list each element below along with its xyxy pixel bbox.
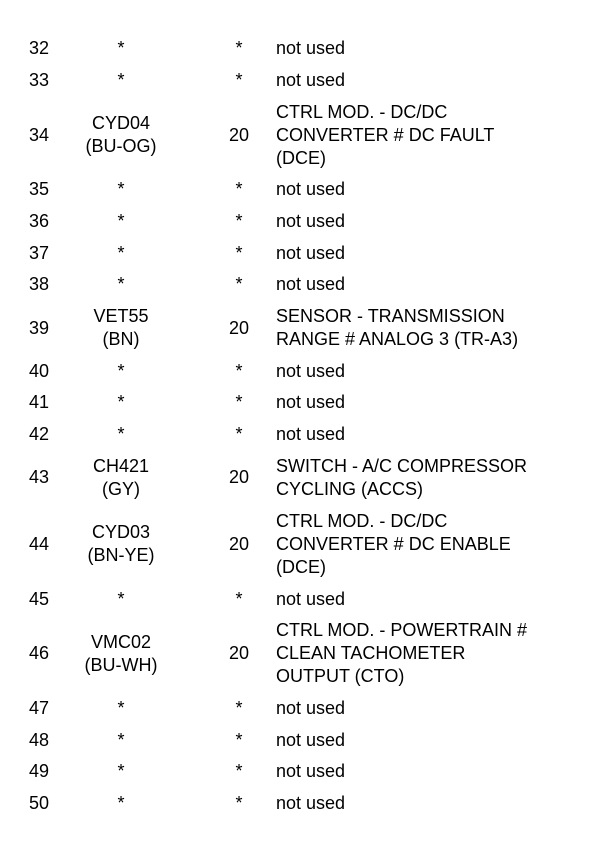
table-row [0,693,608,725]
pin-number: 49 [28,761,50,782]
wire-gauge: 20 [228,533,250,554]
pin-function-line: not used [276,729,346,750]
wire-gauge: * [235,211,243,232]
pin-number: 48 [28,729,50,750]
wire-gauge: * [235,242,243,263]
pin-number: 46 [28,643,50,664]
pin-number: 33 [28,69,50,90]
wire-circuit [78,37,164,60]
wire-circuit-line: * [117,360,125,381]
pin-number: 36 [28,211,50,232]
wire-gauge: 20 [228,643,250,664]
wire-gauge: * [235,761,243,782]
table-row [0,206,608,238]
pin-function-line: SWITCH - A/C COMPRESSOR [276,455,528,476]
wire-gauge: * [235,69,243,90]
pin-function-line: not used [276,211,346,232]
table-row [0,96,608,174]
pin-function-line: CONVERTER # DC FAULT [276,124,495,145]
pin-function-line: not used [276,698,346,719]
table-row [0,237,608,269]
pin-function-line: CONVERTER # DC ENABLE [276,533,511,554]
wire-circuit [78,242,164,265]
pin-function-line: not used [276,360,346,381]
pin-number: 45 [28,588,50,609]
wire-circuit [78,588,164,611]
wire-circuit-line: VET55 [93,306,149,327]
pin-number: 42 [28,424,50,445]
pin-function-line: not used [276,242,346,263]
wire-gauge: 20 [228,124,250,145]
wire-gauge: * [235,392,243,413]
pin-function-line: (DCE) [276,556,326,577]
wire-gauge: * [235,588,243,609]
wire-circuit [78,178,164,201]
table-row [0,583,608,615]
pin-function-line: not used [276,179,346,200]
pin-function [276,69,596,92]
wire-circuit-line: * [117,698,125,719]
wire-gauge: * [235,360,243,381]
pin-function [276,423,596,446]
pin-function [276,242,596,265]
table-row [0,505,608,583]
wire-circuit-line: CYD03 [91,522,151,543]
table-row [0,65,608,97]
pin-number: 38 [28,274,50,295]
wire-gauge: * [235,179,243,200]
pin-function-line: RANGE # ANALOG 3 (TR-A3) [276,329,519,350]
wire-circuit [78,273,164,296]
table-row [0,419,608,451]
pin-function [276,455,596,501]
wire-gauge: 20 [228,467,250,488]
wire-gauge: * [235,274,243,295]
pin-function [276,760,596,783]
wire-circuit [78,631,164,677]
pin-function-line: CTRL MOD. - DC/DC [276,101,448,122]
table-row [0,33,608,65]
pin-function-line: not used [276,38,346,59]
pin-function [276,305,596,351]
wire-circuit-line: CH421 [92,455,150,476]
wire-circuit-line: * [117,38,125,59]
pin-number: 37 [28,242,50,263]
pin-function [276,178,596,201]
connector-pin-table [0,33,608,819]
wire-circuit-line: CYD04 [91,113,151,134]
wire-circuit [78,760,164,783]
wire-circuit-line: VMC02 [90,631,152,652]
pin-number: 35 [28,179,50,200]
wire-circuit [78,697,164,720]
pin-function [276,360,596,383]
wire-circuit [78,69,164,92]
wire-circuit-line: * [117,729,125,750]
pin-function-line: not used [276,793,346,814]
table-row [0,387,608,419]
pin-function [276,510,596,579]
wire-circuit [78,112,164,158]
wire-circuit [78,729,164,752]
pin-number: 40 [28,360,50,381]
pin-function-line: CLEAN TACHOMETER [276,643,466,664]
pin-function [276,729,596,752]
pin-function-line: (DCE) [276,147,326,168]
pin-number: 34 [28,124,50,145]
pin-number: 47 [28,698,50,719]
wire-circuit [78,210,164,233]
wire-circuit-line: (GY) [102,478,140,499]
pin-function [276,588,596,611]
wire-circuit [78,423,164,446]
wire-circuit-line: * [117,588,125,609]
pin-function [276,619,596,688]
table-row [0,174,608,206]
wire-circuit-line: (BU-OG) [85,136,157,157]
pin-function [276,391,596,414]
wire-circuit-line: * [117,761,125,782]
wire-circuit-line: * [117,424,125,445]
pin-function-line: not used [276,392,346,413]
pin-function-line: not used [276,588,346,609]
table-row [0,269,608,301]
wire-circuit-line: * [117,793,125,814]
wire-gauge: * [235,698,243,719]
pin-function-line: OUTPUT (CTO) [276,666,405,687]
table-row [0,756,608,788]
table-row [0,450,608,505]
pin-function-line: CTRL MOD. - POWERTRAIN # [276,620,528,641]
wire-circuit-line: (BN) [102,329,140,350]
pin-function [276,792,596,815]
pin-number: 32 [28,38,50,59]
pin-function-line: SENSOR - TRANSMISSION [276,306,505,327]
wire-gauge: 20 [228,317,250,338]
pin-function-line: not used [276,424,346,445]
table-row [0,615,608,693]
table-row [0,301,608,356]
pin-function-line: CTRL MOD. - DC/DC [276,510,448,531]
pin-function [276,273,596,296]
wire-circuit-line: (BU-WH) [84,654,158,675]
wire-circuit-line: * [117,242,125,263]
table-row [0,725,608,757]
pin-number: 39 [28,317,50,338]
pin-number: 50 [28,793,50,814]
table-row [0,356,608,388]
wire-circuit-line: (BN-YE) [87,545,155,566]
wire-circuit [78,360,164,383]
wire-circuit [78,305,164,351]
wire-gauge: * [235,38,243,59]
wire-circuit-line: * [117,392,125,413]
wire-circuit-line: * [117,211,125,232]
wire-circuit-line: * [117,179,125,200]
pin-function [276,37,596,60]
pin-function-line: not used [276,761,346,782]
wire-circuit [78,455,164,501]
pin-function-line: not used [276,274,346,295]
table-row [0,788,608,820]
pin-function [276,210,596,233]
wire-gauge: * [235,729,243,750]
pin-number: 41 [28,392,50,413]
pin-number: 44 [28,533,50,554]
pin-function [276,101,596,170]
wire-circuit [78,792,164,815]
wire-circuit-line: * [117,69,125,90]
wire-gauge: * [235,793,243,814]
wire-circuit [78,391,164,414]
pin-function [276,697,596,720]
wire-circuit [78,521,164,567]
wire-gauge: * [235,424,243,445]
wire-circuit-line: * [117,274,125,295]
pin-number: 43 [28,467,50,488]
pin-function-line: CYCLING (ACCS) [276,478,424,499]
pin-function-line: not used [276,69,346,90]
